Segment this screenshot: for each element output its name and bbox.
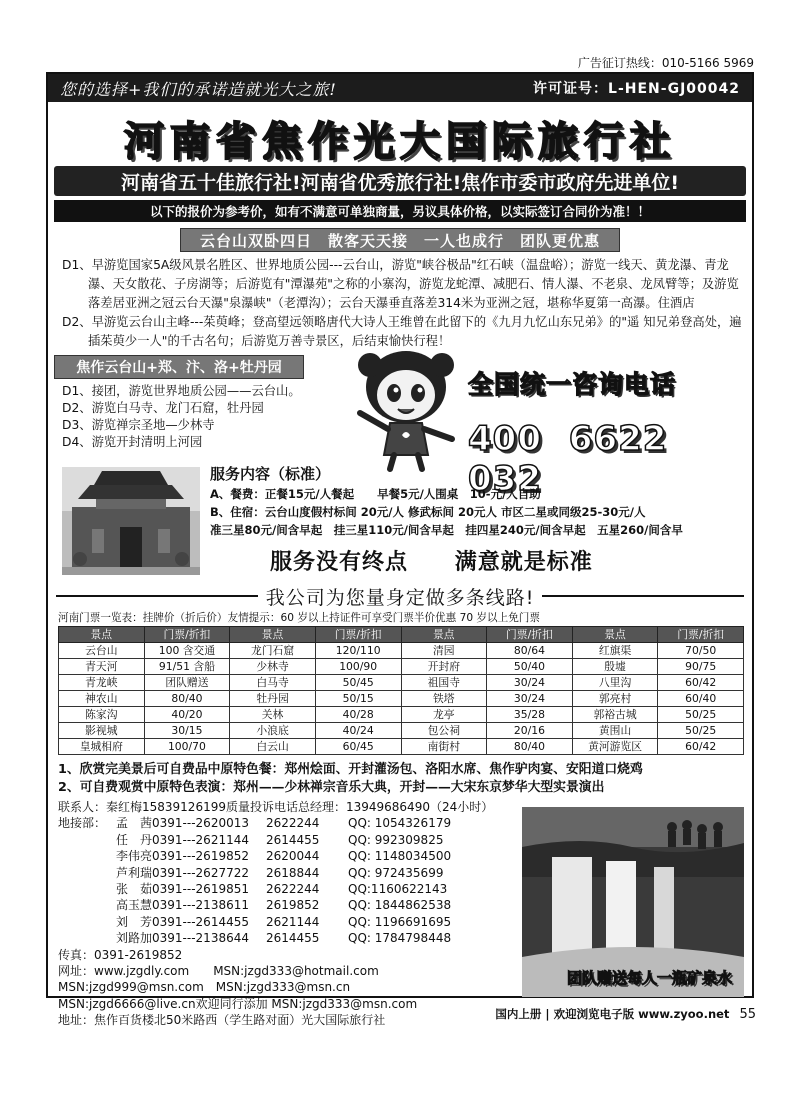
- service-lodging-stars: 准三星80元/间含早起 挂三星110元/间含早起 挂四星240元/间含早起 五星260/间含早: [210, 523, 683, 537]
- website-line: 网址：www.jzgdly.com MSN:jzgd333@hotmail.com: [58, 964, 379, 979]
- price-note-bar: 以下的报价为参考价，如有不满意可单独商量，另议具体价格，以实际签订合同价为准！！: [54, 200, 746, 222]
- yuntai-tour-tag: 云台山双卧四日 散客天天接 一人也成行 团队更优惠: [180, 228, 620, 252]
- service-slogan-a: 服务没有终点: [270, 550, 409, 575]
- staff-phone: 0391---2138644: [152, 931, 249, 946]
- staff-name: 张 茹: [116, 882, 153, 897]
- staff-name-phone: [116, 815, 266, 831]
- list-item: [58, 914, 493, 930]
- staff-name: 芦利瑞: [116, 865, 153, 880]
- table-cell: 青天河: [59, 659, 145, 675]
- license-number: 许可证号：L-HEN-GJ00042: [533, 81, 740, 97]
- contacts-block: [58, 799, 493, 1029]
- table-cell: 郭裕古城: [572, 707, 658, 723]
- service-meals: A、餐费：正餐15元/人餐起 早餐5元/人围桌 10-元/人自助: [210, 487, 541, 501]
- table-cell: 红旗渠: [572, 643, 658, 659]
- spacer: [58, 848, 116, 864]
- list-item: [58, 881, 493, 897]
- table-cell: 团队赠送: [144, 675, 230, 691]
- staff-qq: QQ: 1148034500: [348, 849, 452, 864]
- staff-phone: 0391---2627722: [152, 865, 249, 880]
- table-cell: 70/50: [658, 643, 744, 659]
- ticket-header-cell: 门票/折扣: [144, 627, 230, 643]
- table-cell: 祖国寺: [401, 675, 487, 691]
- table-cell: 90/75: [658, 659, 744, 675]
- ticket-header-cell: 门票/折扣: [315, 627, 401, 643]
- table-cell: 50/15: [315, 691, 401, 707]
- staff-name: 刘 芳: [116, 914, 153, 929]
- table-cell: 云台山: [59, 643, 145, 659]
- service-slogan: [270, 545, 631, 576]
- table-row: [59, 723, 744, 739]
- table-cell: 50/40: [487, 659, 573, 675]
- table-cell: 郭亮村: [572, 691, 658, 707]
- staff-name-phone: [116, 865, 266, 881]
- ticket-header-cell: 门票/折扣: [658, 627, 744, 643]
- staff-name-phone: [116, 897, 266, 913]
- footer-text: 国内上册 | 欢迎浏览电子版 www.zyoo.net: [495, 1007, 730, 1021]
- table-cell: 60/42: [658, 739, 744, 755]
- table-cell: 龙亭: [401, 707, 487, 723]
- table-cell: 包公祠: [401, 723, 487, 739]
- spacer: [58, 865, 116, 881]
- table-cell: 91/51 含船: [144, 659, 230, 675]
- ticket-table: [58, 626, 744, 755]
- list-item: [58, 815, 493, 831]
- staff-name: 孟 茜: [116, 816, 153, 831]
- consult-number: 400 6622 032: [468, 419, 668, 499]
- staff-name-phone: [116, 930, 266, 946]
- slogan-text: 您的选择+我们的承诺造就光大之旅!: [60, 79, 337, 99]
- msn-line-2: MSN:jzgd6666@live.cn欢迎同行添加 MSN:jzgd333@msn.com: [58, 996, 418, 1011]
- table-cell: 30/24: [487, 675, 573, 691]
- list-item: [58, 930, 493, 946]
- features-list: [48, 755, 752, 797]
- company-title: 河南省焦作光大国际旅行社: [124, 118, 676, 165]
- ticket-header-row: [59, 627, 744, 643]
- spacer: [58, 914, 116, 930]
- table-cell: 100 含交通: [144, 643, 230, 659]
- table-cell: 铁塔: [401, 691, 487, 707]
- table-cell: 牡丹园: [230, 691, 316, 707]
- service-slogan-b: 满意就是标准: [454, 550, 593, 575]
- spacer: [58, 897, 116, 913]
- route2-day: D1、接团，游览世界地质公园——云台山。: [62, 384, 301, 398]
- gate-photo: [62, 467, 200, 575]
- route2-tag: 焦作云台山+郑、汴、洛+牡丹园: [54, 355, 304, 379]
- table-cell: 少林寺: [230, 659, 316, 675]
- gift-caption: 团队赠送每人一瓶矿泉水: [566, 969, 732, 987]
- contact-line: 联系人：秦红梅15839126199质量投诉电话总经理：13949686490（24小时）: [58, 800, 494, 814]
- table-cell: 20/16: [487, 723, 573, 739]
- table-cell: 开封府: [401, 659, 487, 675]
- fax: 传真：0391-2619852: [58, 947, 183, 962]
- table-row: [59, 739, 744, 755]
- mascot-illustration: [350, 343, 460, 473]
- service-lines: [210, 485, 683, 539]
- table-cell: 50/25: [658, 707, 744, 723]
- yuntai-itinerary: [48, 252, 752, 351]
- divider: [56, 595, 258, 597]
- list-item: [58, 897, 493, 913]
- route2-day: D2、游览白马寺、龙门石窟，牡丹园: [62, 401, 264, 415]
- staff-name-phone: [116, 832, 266, 848]
- service-lodging: B、住宿：云台山度假村标间 20元/人 修武标间 20元人 市区二星或同级25-30元/人: [210, 505, 646, 519]
- staff-list: [58, 815, 493, 946]
- table-cell: 40/24: [315, 723, 401, 739]
- staff-qq: QQ: 1054326179: [348, 816, 452, 831]
- spacer: [58, 832, 116, 848]
- table-cell: 皇城相府: [59, 739, 145, 755]
- table-cell: 60/42: [658, 675, 744, 691]
- feature-item: 2、可自费观赏中原特色表演：郑州——少林禅宗音乐大典，开封——大宋东京梦华大型实景演出: [58, 780, 605, 795]
- spacer: [58, 930, 116, 946]
- staff-phone: 0391---2620013: [152, 816, 249, 831]
- route2-day: D4、游览开封清明上河园: [62, 435, 203, 449]
- staff-name: 李伟亮: [116, 849, 153, 864]
- page-number: 55: [739, 1007, 756, 1022]
- table-cell: 黄围山: [572, 723, 658, 739]
- list-item: [58, 865, 493, 881]
- page-footer: [495, 1006, 756, 1022]
- table-cell: 殷墟: [572, 659, 658, 675]
- table-cell: 80/64: [487, 643, 573, 659]
- base-label: 地接部：: [58, 816, 107, 831]
- table-cell: 30/15: [144, 723, 230, 739]
- table-cell: 60/45: [315, 739, 401, 755]
- staff-qq: QQ: 1784798448: [348, 931, 452, 946]
- staff-qq: QQ: 992309825: [348, 832, 444, 847]
- feature-item: 1、欣赏完美景后可自费品中原特色餐：郑州烩面、开封灌汤包、洛阳水席、焦作驴肉宴、安阳道口烧鸡: [58, 762, 643, 777]
- service-title: 服务内容（标准）: [210, 465, 331, 483]
- route2-day: D3、游览禅宗圣地—少林寺: [62, 418, 215, 432]
- staff-ext: 2620044: [266, 849, 320, 864]
- table-cell: 120/110: [315, 643, 401, 659]
- address-line: 地址：焦作百货楼北50米路西（学生路对面）光大国际旅行社: [58, 1013, 386, 1028]
- list-item: [58, 848, 493, 864]
- staff-name-phone: [116, 881, 266, 897]
- custom-routes-text: 我公司为您量身定做多条线路!: [265, 586, 535, 609]
- spacer: [58, 881, 116, 897]
- table-cell: 清园: [401, 643, 487, 659]
- staff-ext: 2619852: [266, 898, 320, 913]
- table-cell: 50/45: [315, 675, 401, 691]
- table-cell: 30/24: [487, 691, 573, 707]
- table-cell: 白云山: [230, 739, 316, 755]
- table-cell: 小浪底: [230, 723, 316, 739]
- staff-name-phone: [116, 914, 266, 930]
- divider: [542, 595, 744, 597]
- ticket-caption: 河南门票一览表：挂牌价（折后价）友情提示：60 岁以上持证件可享受门票半价优惠 70 岁以上免门票: [58, 612, 540, 624]
- staff-ext: 2614455: [266, 931, 320, 946]
- table-cell: 青龙峡: [59, 675, 145, 691]
- table-cell: 南街村: [401, 739, 487, 755]
- table-cell: 60/40: [658, 691, 744, 707]
- table-row: [59, 707, 744, 723]
- table-cell: 80/40: [144, 691, 230, 707]
- service-section: [48, 463, 752, 581]
- ticket-header-cell: 景点: [59, 627, 145, 643]
- staff-name: 高玉慧: [116, 898, 153, 913]
- table-cell: 35/28: [487, 707, 573, 723]
- table-cell: 神农山: [59, 691, 145, 707]
- table-cell: 陈家沟: [59, 707, 145, 723]
- table-cell: 龙门石窟: [230, 643, 316, 659]
- ad-hotline: 广告征订热线：010-5166 5969: [577, 56, 754, 70]
- table-cell: 关林: [230, 707, 316, 723]
- staff-name: 刘路加: [116, 931, 153, 946]
- table-cell: 40/28: [315, 707, 401, 723]
- staff-qq: QQ:1160622143: [348, 882, 448, 897]
- staff-qq: QQ: 1844862538: [348, 898, 452, 913]
- ticket-header-cell: 景点: [230, 627, 316, 643]
- table-row: [59, 691, 744, 707]
- staff-ext: 2622244: [266, 882, 320, 897]
- staff-qq: QQ: 972435699: [348, 865, 444, 880]
- consult-title: 全国统一咨询电话: [468, 370, 677, 399]
- route2-days: [62, 383, 301, 451]
- staff-ext: 2621144: [266, 914, 320, 929]
- staff-phone: 0391---2138611: [152, 898, 249, 913]
- table-cell: 100/90: [315, 659, 401, 675]
- staff-name: 任 丹: [116, 832, 153, 847]
- table-row: [59, 643, 744, 659]
- table-cell: 八里沟: [572, 675, 658, 691]
- table-cell: 100/70: [144, 739, 230, 755]
- table-cell: 80/40: [487, 739, 573, 755]
- slogan-bar: [48, 74, 752, 102]
- table-row: [59, 659, 744, 675]
- custom-routes-banner: [48, 583, 752, 609]
- ticket-header-cell: 景点: [401, 627, 487, 643]
- table-cell: 50/25: [658, 723, 744, 739]
- list-item: [58, 832, 493, 848]
- itinerary-day-1: D1、早游览国家5A级风景名胜区、世界地质公园---云台山，游览"峡谷极品"红石峡（温盘峪）；游览一线天、黄龙瀑、青龙瀑、天女散花、子房湖等；后游览有"潭瀑苑"之称的小寨沟，游览龙蛇潭、减肥石、情人瀑、不老泉、龙凤臂等；及游览落差居亚洲之冠云台天瀑"泉瀑峡"（老潭沟）；云台天瀑垂直落差314米为亚洲之冠，堪称华夏第一高瀑。住酒店: [62, 258, 739, 310]
- ticket-header-cell: 门票/折扣: [487, 627, 573, 643]
- staff-ext: 2622244: [266, 816, 320, 831]
- table-cell: 黄河游览区: [572, 739, 658, 755]
- honors-bar: 河南省五十佳旅行社!河南省优秀旅行社!焦作市委市政府先进单位!: [54, 166, 746, 196]
- staff-name-phone: [116, 848, 266, 864]
- staff-phone: 0391---2619852: [152, 849, 249, 864]
- table-cell: 40/20: [144, 707, 230, 723]
- staff-ext: 2618844: [266, 865, 320, 880]
- table-cell: 影视城: [59, 723, 145, 739]
- staff-ext: 2614455: [266, 832, 320, 847]
- staff-phone: 0391---2614455: [152, 914, 249, 929]
- msn-line-1: MSN:jzgd999@msn.com MSN:jzgd333@msn.cn: [58, 980, 351, 995]
- staff-phone: 0391---2621144: [152, 832, 249, 847]
- table-row: [59, 675, 744, 691]
- staff-phone: 0391---2619851: [152, 882, 249, 897]
- ticket-header-cell: 景点: [572, 627, 658, 643]
- itinerary-day-2: D2、早游览云台山主峰---茱萸峰；登高望远领略唐代大诗人王维曾在此留下的《九月九忆山东兄弟》的"遥 知兄弟登高处，遍插茱萸少一人"的千古名句；后游览万善寺景区，后结束愉快行程！: [62, 315, 742, 348]
- staff-qq: QQ: 1196691695: [348, 914, 452, 929]
- contact-section: [48, 797, 752, 1097]
- table-cell: 白马寺: [230, 675, 316, 691]
- ticket-body: [59, 643, 744, 755]
